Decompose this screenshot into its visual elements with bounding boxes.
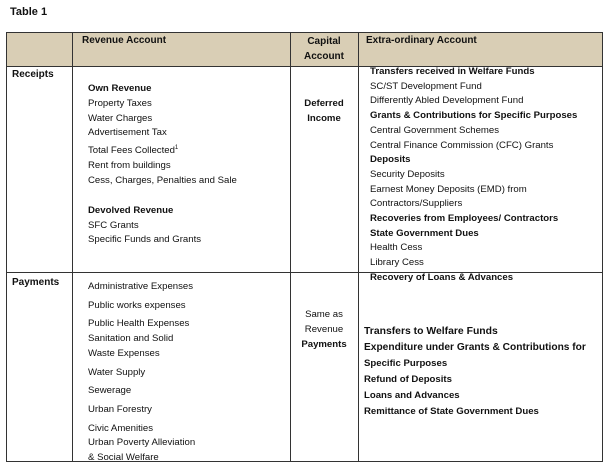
expense-item: Waste Expenses — [88, 347, 160, 359]
header-capital-account: Capital Account — [304, 36, 344, 62]
expense-item: & Social Welfare — [88, 452, 159, 464]
extraordinary-receipt-item: SC/ST Development Fund — [370, 80, 482, 92]
extraordinary-receipt-item: Library Cess — [370, 257, 424, 269]
expense-item: Sanitation and Solid — [88, 333, 174, 345]
extraordinary-receipt-item: Earnest Money Deposits (EMD) from — [370, 183, 527, 195]
grid-line — [6, 32, 603, 33]
revenue-item: Cess, Charges, Penalties and Sale — [88, 174, 237, 186]
extra-payment-item: Refund of Deposits — [364, 374, 452, 385]
extraordinary-receipt-item: Recovery of Loans & Advances — [370, 271, 514, 283]
extraordinary-receipt-item: Contractors/Suppliers — [370, 198, 463, 210]
extra-payment-item: Transfers to Welfare Funds — [364, 326, 498, 337]
extraordinary-receipt-item: Central Finance Commission (CFC) Grants — [370, 139, 554, 151]
expense-item: Urban Forestry — [88, 403, 152, 415]
revenue-item: Specific Funds and Grants — [88, 234, 202, 246]
revenue-item: Advertisement Tax — [88, 127, 167, 139]
extra-payment-item: Specific Purposes — [364, 358, 448, 369]
revenue-item: SFC Grants — [88, 219, 139, 231]
revenue-item: Property Taxes — [88, 97, 152, 109]
extra-payment-item: Expenditure under Grants & Contributions for — [364, 342, 586, 353]
extraordinary-receipt-item: Transfers received in Welfare Funds — [370, 66, 535, 77]
extraordinary-receipt-item: Security Deposits — [370, 168, 445, 180]
accounts-table — [6, 32, 603, 462]
row-label-receipts: Receipts — [12, 69, 54, 80]
extraordinary-receipt-item: Differently Abled Development Fund — [370, 95, 524, 107]
grid-line — [72, 32, 73, 462]
revenue-item: Rent from buildings — [88, 160, 171, 172]
header-revenue-account: Revenue Account — [82, 35, 167, 46]
expense-item: Sewerage — [88, 385, 132, 397]
expense-item: Civic Amenities — [88, 422, 154, 434]
expense-item: Water Supply — [88, 366, 146, 378]
extraordinary-receipt-item: Health Cess — [370, 242, 423, 254]
expense-item: Administrative Expenses — [88, 281, 194, 292]
grid-line — [358, 32, 359, 462]
extra-payment-item: Loans and Advances — [364, 390, 460, 401]
devolved-revenue-heading: Devolved Revenue — [88, 204, 174, 216]
own-revenue-heading: Own Revenue — [88, 83, 152, 94]
extraordinary-receipt-item: Central Government Schemes — [370, 124, 500, 136]
extraordinary-receipt-item: Grants & Contributions for Specific Purposes — [370, 110, 578, 122]
payments-extraordinary-cell — [364, 324, 586, 420]
extra-payment-item: Remittance of State Government Dues — [364, 406, 539, 417]
receipts-capital-cell: Deferred Income — [304, 98, 344, 124]
expense-item: Public Health Expenses — [88, 318, 190, 330]
revenue-item: Water Charges — [88, 112, 153, 124]
expense-item: Urban Poverty Alleviation — [88, 437, 196, 449]
grid-line — [6, 32, 7, 462]
payments-capital-cell: Same as Revenue Payments — [301, 309, 347, 350]
table-caption: Table 1 — [10, 6, 48, 18]
expense-item: Public works expenses — [88, 299, 186, 311]
receipts-extraordinary-cell — [370, 65, 577, 286]
revenue-item: Total Fees Collected$^1$ — [88, 145, 179, 157]
receipts-revenue-cell — [88, 82, 237, 248]
grid-line — [602, 32, 603, 462]
header-extraordinary-account: Extra-ordinary Account — [366, 35, 477, 46]
payments-revenue-cell — [88, 280, 195, 466]
extraordinary-receipt-item: Deposits — [370, 154, 411, 166]
extraordinary-receipt-item: Recoveries from Employees/ Contractors — [370, 213, 559, 225]
footnote-marker: 1 — [174, 145, 179, 152]
extraordinary-receipt-item: State Government Dues — [370, 227, 479, 239]
row-label-payments: Payments — [12, 277, 60, 288]
